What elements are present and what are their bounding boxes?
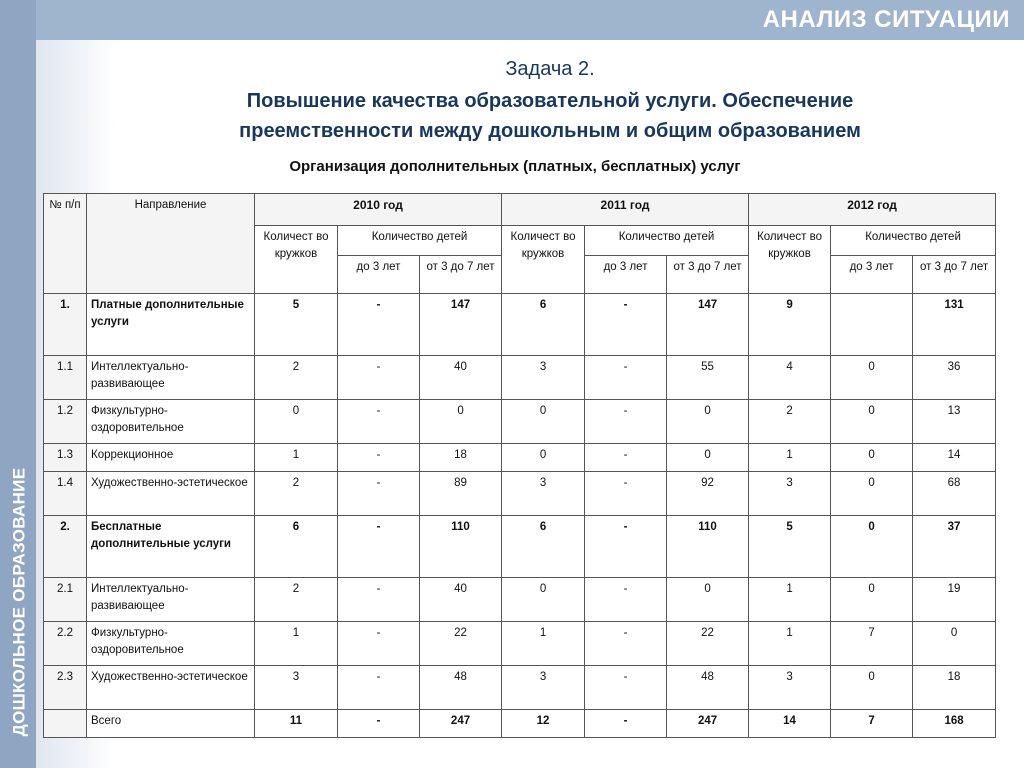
- 3to7-header: от 3 до 7 лет: [913, 256, 996, 294]
- clubs-header: Количест во кружков: [749, 226, 831, 294]
- cell-value: 0: [667, 444, 749, 472]
- row-direction: Коррекционное: [87, 444, 255, 472]
- cell-value: 131: [913, 294, 996, 356]
- clubs-header: Количест во кружков: [255, 226, 338, 294]
- cell-value: 3: [255, 666, 338, 710]
- cell-value: 3: [749, 666, 831, 710]
- cell-value: 110: [420, 516, 502, 578]
- cell-value: 0: [255, 400, 338, 444]
- table-row: [44, 666, 996, 710]
- cell-value: 0: [831, 356, 913, 400]
- children-header: Количество детей: [585, 226, 749, 256]
- cell-value: 3: [502, 356, 585, 400]
- row-number: 2.2: [44, 622, 87, 666]
- row-direction: Всего: [87, 710, 255, 738]
- cell-value: 1: [255, 622, 338, 666]
- cell-value: 48: [667, 666, 749, 710]
- totals-row: [44, 710, 996, 738]
- cell-value: 3: [502, 472, 585, 516]
- cell-value: 19: [913, 578, 996, 622]
- cell-value: -: [338, 622, 420, 666]
- cell-value: 0: [831, 472, 913, 516]
- cell-value: [831, 294, 913, 356]
- task-title-line1: Повышение качества образовательной услуги. Обеспечение: [246, 90, 854, 112]
- cell-value: -: [585, 356, 667, 400]
- col-direction-header: Направление: [87, 194, 255, 294]
- cell-value: 1: [749, 622, 831, 666]
- cell-value: 13: [913, 400, 996, 444]
- cell-value: -: [338, 472, 420, 516]
- table-row: [44, 400, 996, 444]
- cell-value: 3: [749, 472, 831, 516]
- cell-value: 11: [255, 710, 338, 738]
- cell-value: 2: [255, 472, 338, 516]
- table-row: [44, 622, 996, 666]
- row-direction: Платные дополнительные услуги: [87, 294, 255, 356]
- row-number: 1.2: [44, 400, 87, 444]
- cell-value: 2: [255, 578, 338, 622]
- cell-value: 18: [420, 444, 502, 472]
- table-body: [44, 294, 996, 738]
- cell-value: 22: [420, 622, 502, 666]
- row-direction: Художественно-эстетическое: [87, 472, 255, 516]
- year-header-2010: 2010 год: [255, 194, 502, 226]
- group-row: [44, 516, 996, 578]
- cell-value: 48: [420, 666, 502, 710]
- cell-value: 89: [420, 472, 502, 516]
- cell-value: 0: [667, 400, 749, 444]
- cell-value: 3: [502, 666, 585, 710]
- cell-value: 55: [667, 356, 749, 400]
- cell-value: -: [585, 400, 667, 444]
- row-direction: Физкультурно-оздоровительное: [87, 622, 255, 666]
- table-row: [44, 444, 996, 472]
- cell-value: 0: [831, 516, 913, 578]
- cell-value: -: [338, 356, 420, 400]
- task-number: Задача 2.: [505, 58, 595, 80]
- row-number: [44, 710, 87, 738]
- clubs-header: Количест во кружков: [502, 226, 585, 294]
- under3-header: до 3 лет: [831, 256, 913, 294]
- cell-value: 7: [831, 622, 913, 666]
- row-number: 2.1: [44, 578, 87, 622]
- cell-value: -: [338, 400, 420, 444]
- top-banner: [36, 0, 1024, 40]
- cell-value: 1: [255, 444, 338, 472]
- row-direction: Физкультурно-оздоровительное: [87, 400, 255, 444]
- cell-value: 14: [913, 444, 996, 472]
- cell-value: -: [585, 710, 667, 738]
- cell-value: -: [338, 294, 420, 356]
- cell-value: 0: [831, 400, 913, 444]
- cell-value: 6: [502, 516, 585, 578]
- group-row: [44, 294, 996, 356]
- cell-value: -: [585, 516, 667, 578]
- cell-value: 168: [913, 710, 996, 738]
- cell-value: -: [338, 666, 420, 710]
- cell-value: 147: [667, 294, 749, 356]
- cell-value: 1: [749, 444, 831, 472]
- row-number: 1.1: [44, 356, 87, 400]
- year-header-2012: 2012 год: [749, 194, 996, 226]
- cell-value: 40: [420, 356, 502, 400]
- row-direction: Интеллектуально-развивающее: [87, 578, 255, 622]
- cell-value: 2: [255, 356, 338, 400]
- cell-value: -: [585, 294, 667, 356]
- cell-value: 68: [913, 472, 996, 516]
- cell-value: 0: [831, 578, 913, 622]
- year-header-2011: 2011 год: [502, 194, 749, 226]
- task-title: [120, 86, 980, 146]
- cell-value: 36: [913, 356, 996, 400]
- services-table: [43, 193, 996, 738]
- table-row: [44, 472, 996, 516]
- 3to7-header: от 3 до 7 лет: [667, 256, 749, 294]
- row-direction: Бесплатные дополнительные услуги: [87, 516, 255, 578]
- cell-value: 0: [502, 400, 585, 444]
- cell-value: -: [585, 472, 667, 516]
- table-subtitle: Организация дополнительных (платных, бесплатных) услуг: [289, 158, 741, 175]
- side-label: ДОШКОЛЬНОЕ ОБРАЗОВАНИЕ: [9, 467, 28, 737]
- cell-value: 7: [831, 710, 913, 738]
- cell-value: 110: [667, 516, 749, 578]
- children-header: Количество детей: [338, 226, 502, 256]
- cell-value: 4: [749, 356, 831, 400]
- cell-value: 0: [502, 578, 585, 622]
- cell-value: 0: [831, 444, 913, 472]
- row-direction: Художественно-эстетическое: [87, 666, 255, 710]
- cell-value: 14: [749, 710, 831, 738]
- cell-value: 0: [667, 578, 749, 622]
- task-title-line2: преемственности между дошкольным и общим образованием: [239, 120, 861, 142]
- 3to7-header: от 3 до 7 лет: [420, 256, 502, 294]
- cell-value: 18: [913, 666, 996, 710]
- cell-value: 6: [502, 294, 585, 356]
- cell-value: 1: [749, 578, 831, 622]
- row-number: 2.3: [44, 666, 87, 710]
- cell-value: 40: [420, 578, 502, 622]
- cell-value: 0: [502, 444, 585, 472]
- cell-value: 5: [255, 294, 338, 356]
- table-row: [44, 578, 996, 622]
- cell-value: 5: [749, 516, 831, 578]
- cell-value: 247: [667, 710, 749, 738]
- under3-header: до 3 лет: [585, 256, 667, 294]
- row-direction: Интеллектуально-развивающее: [87, 356, 255, 400]
- cell-value: 2: [749, 400, 831, 444]
- row-number: 1.4: [44, 472, 87, 516]
- row-number: 1.3: [44, 444, 87, 472]
- cell-value: 22: [667, 622, 749, 666]
- banner-title: АНАЛИЗ СИТУАЦИИ: [762, 6, 1010, 33]
- cell-value: 0: [913, 622, 996, 666]
- cell-value: 92: [667, 472, 749, 516]
- row-number: 2.: [44, 516, 87, 578]
- row-number: 1.: [44, 294, 87, 356]
- cell-value: -: [585, 578, 667, 622]
- cell-value: -: [338, 578, 420, 622]
- under3-header: до 3 лет: [338, 256, 420, 294]
- cell-value: 37: [913, 516, 996, 578]
- cell-value: 0: [420, 400, 502, 444]
- cell-value: 1: [502, 622, 585, 666]
- cell-value: 9: [749, 294, 831, 356]
- cell-value: 12: [502, 710, 585, 738]
- cell-value: -: [585, 622, 667, 666]
- cell-value: -: [338, 444, 420, 472]
- cell-value: -: [585, 666, 667, 710]
- table-row: [44, 356, 996, 400]
- cell-value: -: [338, 516, 420, 578]
- cell-value: 0: [831, 666, 913, 710]
- children-header: Количество детей: [831, 226, 996, 256]
- cell-value: 247: [420, 710, 502, 738]
- cell-value: -: [338, 710, 420, 738]
- cell-value: 147: [420, 294, 502, 356]
- cell-value: -: [585, 444, 667, 472]
- cell-value: 6: [255, 516, 338, 578]
- col-number-header: № п/п: [44, 194, 87, 294]
